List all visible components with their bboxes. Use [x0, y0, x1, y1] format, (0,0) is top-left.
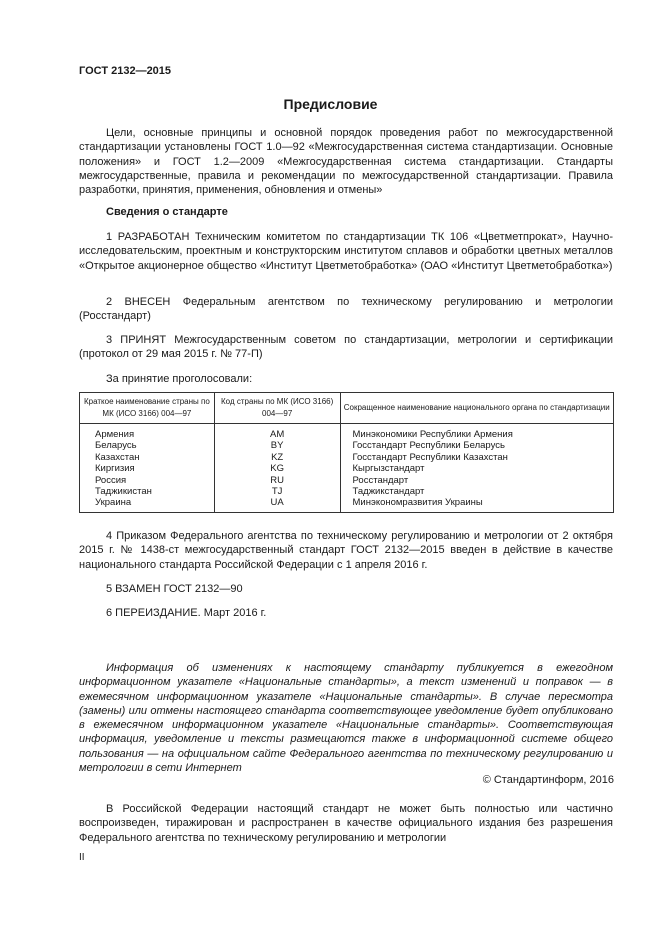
- item-introduced: 2 ВНЕСЕН Федеральным агентством по техническому регулированию и метрологии (Росстандарт): [79, 296, 613, 323]
- standards-body: Минэкономразвития Украины: [340, 497, 614, 512]
- country-code: AM: [214, 424, 340, 441]
- item-enacted: 4 Приказом Федерального агентства по техническому регулированию и метрологии от 2 октября 2015 г. № 1438-ст межгосударственный стандарт ГОСТ 2132—2015 введен в действие в качестве национального стандарта Российской Федерации с 1 апреля 2016 г.: [79, 530, 613, 571]
- country-name: Таджикистан: [80, 486, 215, 497]
- table-row: [80, 463, 614, 474]
- intro-paragraph: Цели, основные принципы и основной порядок проведения работ по межгосударственной стандартизации установлены ГОСТ 1.0—92 «Межгосударственная система стандартизации. Основные положения» и ГОСТ 1.2—2009 «Межгосударственная система стандартизации. Стандарты межгосударственные, правила и рекомендации по межгосударственной стандартизации. Правила разработки, принятия, применения, обновления и отмены»: [79, 127, 613, 197]
- country-code: KZ: [214, 452, 340, 463]
- table-row: [80, 424, 614, 441]
- standard-info-heading: Сведения о стандарте: [106, 206, 228, 218]
- changes-notice: Информация об изменениях к настоящему стандарту публикуется в ежегодном информационном указателе «Национальные стандарты», а текст изменений и поправок — в ежемесячном информационном указателе «Национальные стандарты». В случае пересмотра (замены) или отмены настоящего стандарта соответствующее уведомление будет опубликовано в ежемесячном информационном указателе «Национальные стандарты». Соответствующая информация, уведомление и тексты размещаются также в информационной системе общего пользования — на официальном сайте Федерального агентства по техническому регулированию и метрологии в сети Интернет: [79, 662, 613, 775]
- table-row: [80, 486, 614, 497]
- country-name: Украина: [80, 497, 215, 512]
- copyright-line: © Стандартинформ, 2016: [482, 774, 614, 786]
- table-row: [80, 452, 614, 463]
- standards-body: Таджикстандарт: [340, 486, 614, 497]
- document-id-header: ГОСТ 2132—2015: [79, 65, 172, 77]
- item-replaces: 5 ВЗАМЕН ГОСТ 2132—90: [106, 583, 243, 595]
- voting-countries-table: [79, 392, 614, 513]
- header-country-name: Краткое наименование страны по МК (ИСО 3166) 004—97: [80, 393, 215, 424]
- country-name: Беларусь: [80, 440, 215, 451]
- standards-body: Росстандарт: [340, 475, 614, 486]
- country-name: Армения: [80, 424, 215, 441]
- country-code: BY: [214, 440, 340, 451]
- table-row: [80, 475, 614, 486]
- standards-body: Госстандарт Республики Беларусь: [340, 440, 614, 451]
- country-code: RU: [214, 475, 340, 486]
- table-header-row: [80, 393, 614, 424]
- page-title: Предисловие: [283, 96, 378, 112]
- country-name: Россия: [80, 475, 215, 486]
- country-name: Казахстан: [80, 452, 215, 463]
- reproduction-rights: В Российской Федерации настоящий стандарт не может быть полностью или частично воспроизведен, тиражирован и распространен в качестве официального издания без разрешения Федерального агентства по техническому регулированию и метрологии: [79, 803, 613, 844]
- header-standards-body: Сокращенное наименование национального органа по стандартизации: [340, 393, 614, 424]
- country-name: Киргизия: [80, 463, 215, 474]
- standards-body: Госстандарт Республики Казахстан: [340, 452, 614, 463]
- item-adopted: 3 ПРИНЯТ Межгосударственным советом по стандартизации, метрологии и сертификации (протокол от 29 мая 2015 г. № 77-П): [79, 334, 613, 361]
- item-developed: 1 РАЗРАБОТАН Техническим комитетом по стандартизации ТК 106 «Цветметпрокат», Научно-исследовательским, проектным и конструкторским институтом сплавов и обработки цветных металлов «Открытое акционерное общество «Институт Цветметобработка» (ОАО «Институт Цветметобработка»): [79, 231, 613, 272]
- country-code: UA: [214, 497, 340, 512]
- standards-body: Кыргызстандарт: [340, 463, 614, 474]
- item-reissue: 6 ПЕРЕИЗДАНИЕ. Март 2016 г.: [106, 607, 267, 619]
- voted-label: За принятие проголосовали:: [106, 373, 253, 385]
- table-row: [80, 497, 614, 512]
- table-row: [80, 440, 614, 451]
- page-number: II: [79, 852, 85, 863]
- standards-body: Минэкономики Республики Армения: [340, 424, 614, 441]
- header-country-code: Код страны по МК (ИСО 3166) 004—97: [214, 393, 340, 424]
- country-code: TJ: [214, 486, 340, 497]
- country-code: KG: [214, 463, 340, 474]
